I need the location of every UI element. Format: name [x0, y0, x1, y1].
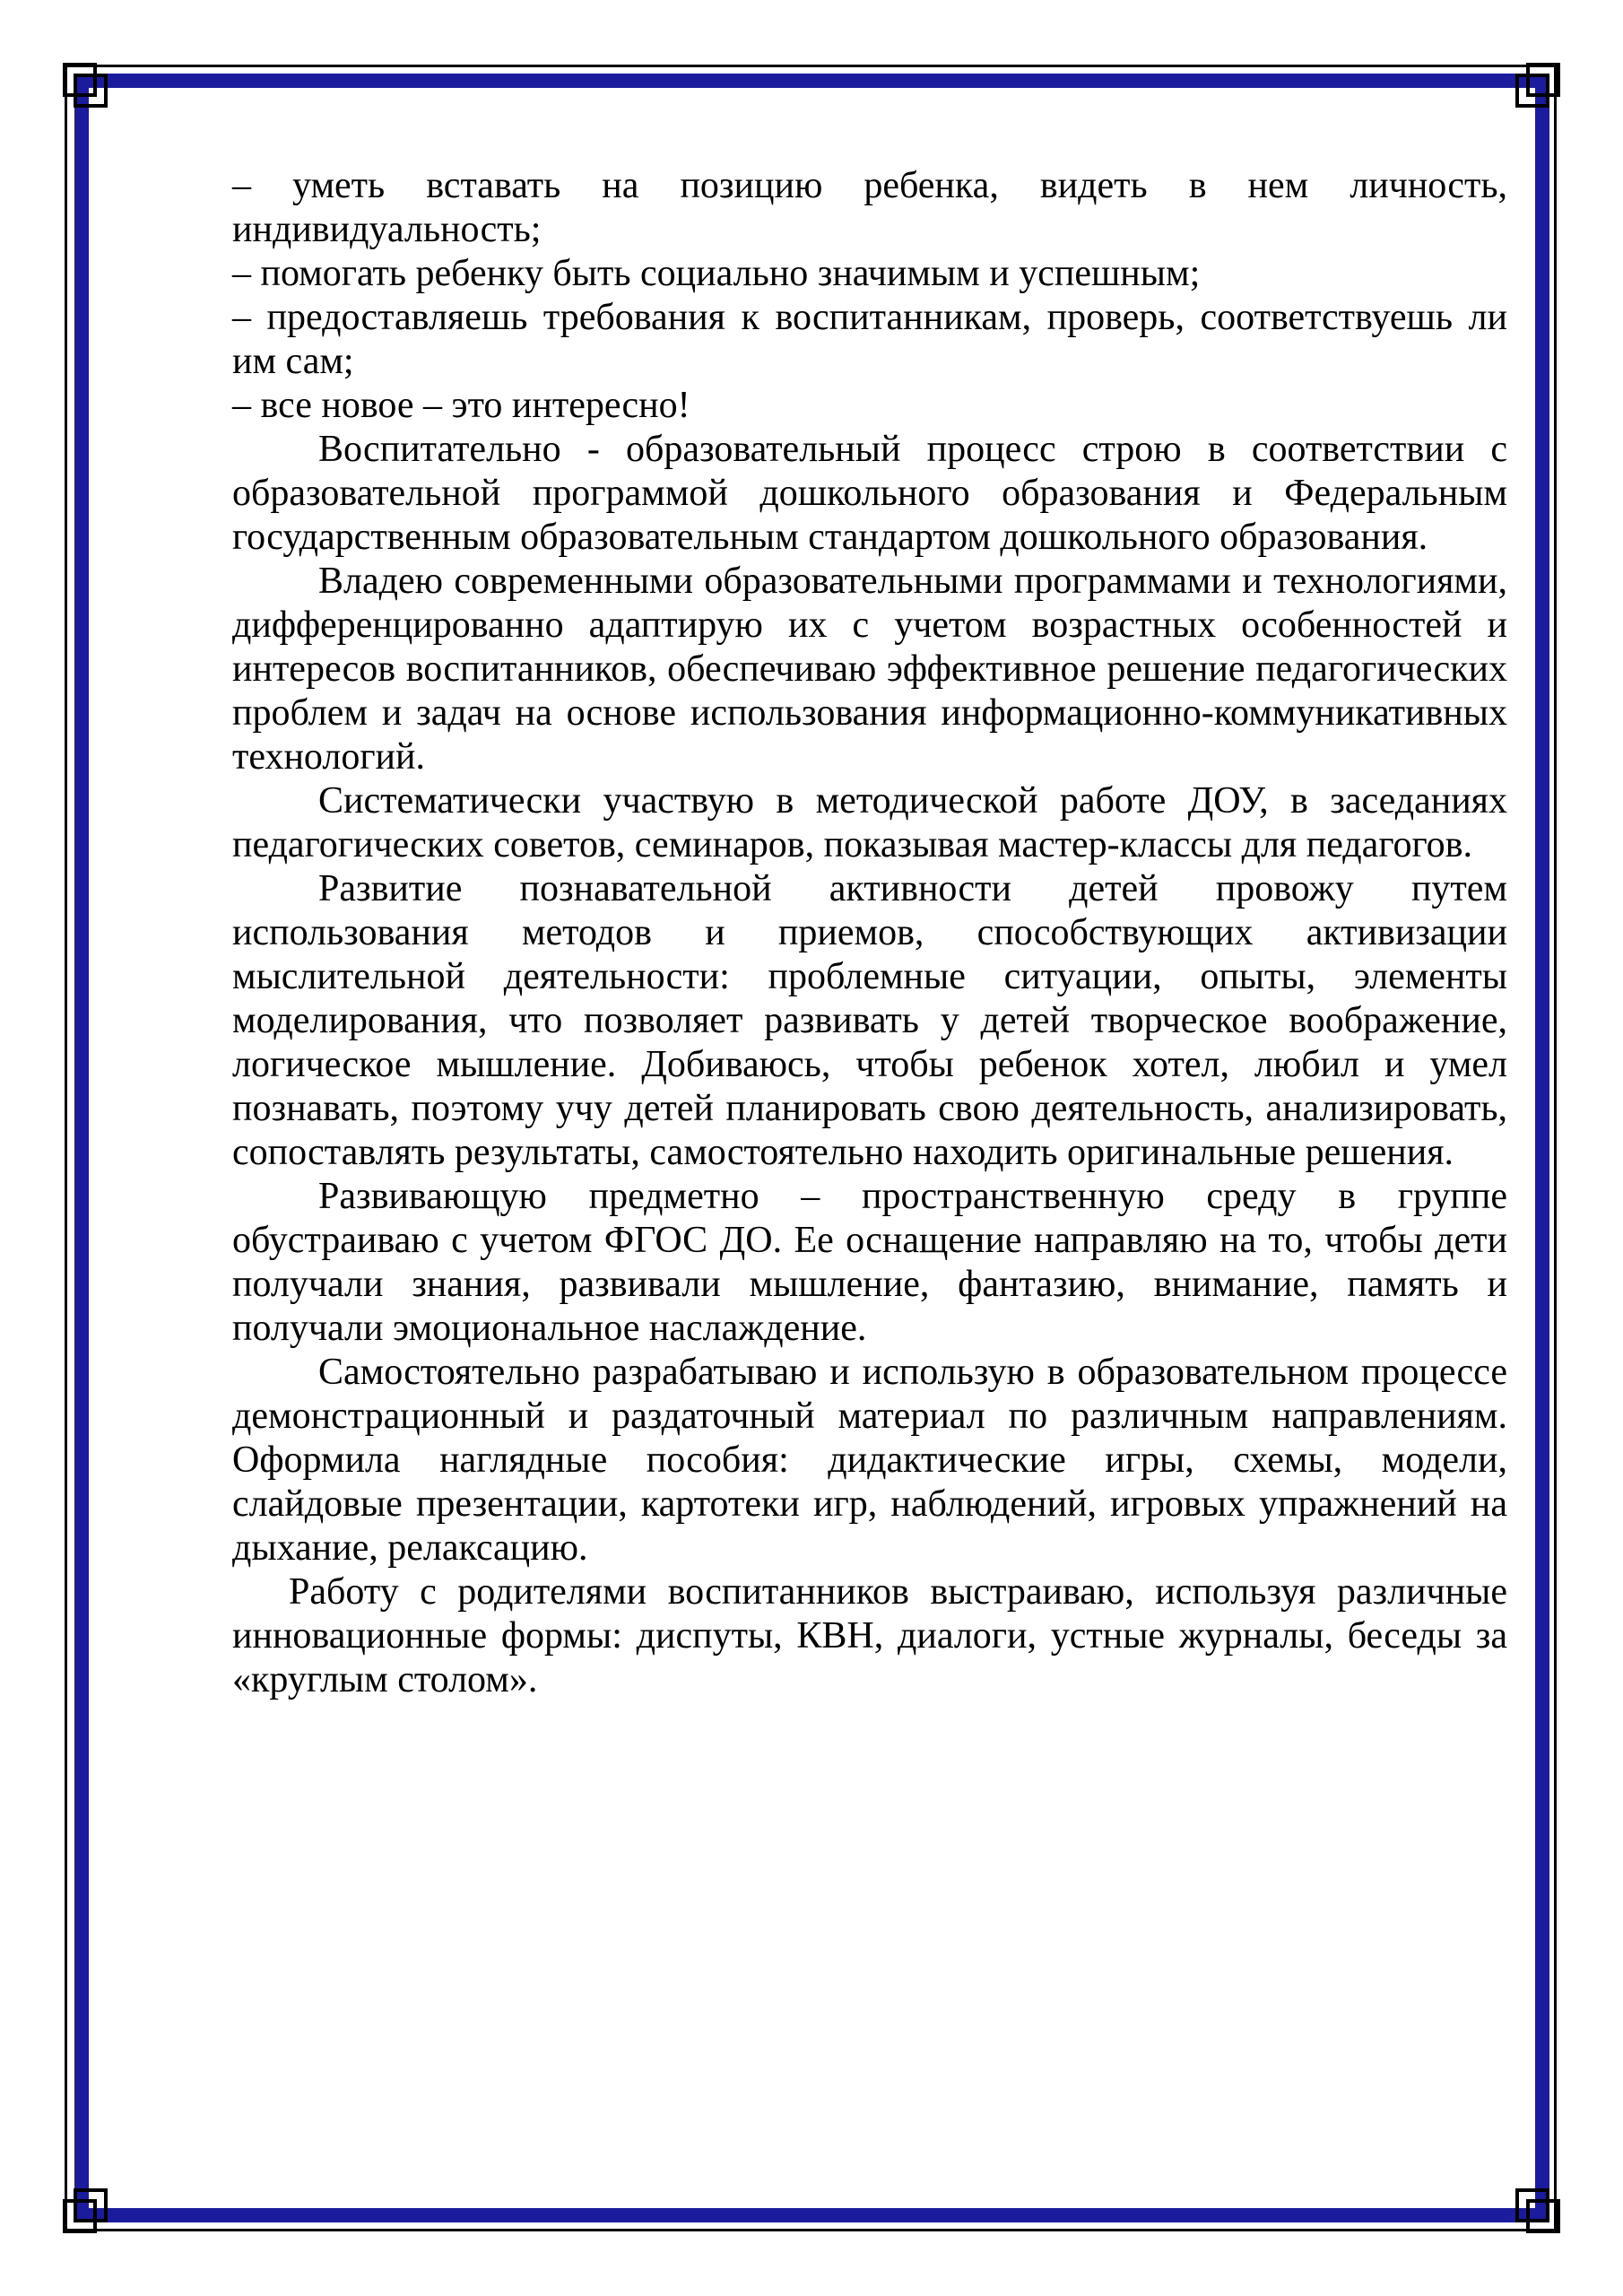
paragraph: Самостоятельно разрабатываю и использую в образовательном процессе демонстрационный и раздаточный материал по различным направлениям. Оформила наглядные пособия: дидактические игры, схемы, модели, слайдовые презентации, картотеки игр, наблюдений, игровых упражнений на дыхание, релаксацию.: [232, 1352, 1507, 1569]
corner-ornament-square: [63, 2199, 97, 2233]
corner-ornament-square: [1526, 63, 1560, 97]
corner-ornament-square: [1515, 2188, 1549, 2222]
paragraph: Владею современными образовательными программами и технологиями, дифференцированно адаптирую их с учетом возрастных особенностей и интересов воспитанников, обеспечиваю эффективное решение педагогических проблем и задач на основе использования информационно-коммуникативных технологий.: [232, 561, 1507, 778]
paragraph: Работу с родителями воспитанников выстраиваю, используя различные инновационные формы: диспуты, КВН, диалоги, устные журналы, беседы за «круглым столом».: [232, 1571, 1507, 1700]
corner-ornament-square: [74, 2188, 108, 2222]
paragraph: Воспитательно - образовательный процесс строю в соответствии с образовательной программой дошкольного образования и Федеральным государственным образовательным стандартом дошкольного образования.: [232, 429, 1507, 558]
corner-ornament-square: [1526, 2199, 1560, 2233]
paragraph: – помогать ребенку быть социально значимым и успешным;: [232, 253, 1201, 294]
paragraph: – все новое – это интересно!: [232, 385, 690, 426]
corner-ornament-square: [74, 74, 108, 108]
paragraph: – предоставляешь требования к воспитанникам, проверь, соответствуешь ли им сам;: [232, 297, 1507, 382]
paragraph: Развитие познавательной активности детей провожу путем использования методов и приемов, способствующих активизации мыслительной деятельности: проблемные ситуации, опыты, элементы моделирования, что позволяет развивать у детей творческое воображение, логическое мышление. Добиваюсь, чтобы ребенок хотел, любил и умел познавать, поэтому учу детей планировать свою деятельность, анализировать, сопоставлять результаты, самостоятельно находить оригинальные решения.: [232, 868, 1507, 1173]
corner-ornament-square: [1515, 74, 1549, 108]
paragraph: Систематически участвую в методической работе ДОУ, в заседаниях педагогических советов, семинаров, показывая мастер-классы для педагогов.: [232, 780, 1507, 865]
paragraph: Развивающую предметно – пространственную среду в группе обустраиваю с учетом ФГОС ДО. Ее оснащение направляю на то, чтобы дети получали знания, развивали мышление, фантазию, внимание, память и получали эмоциональное наслаждение.: [232, 1176, 1507, 1349]
corner-ornament-square: [63, 63, 97, 97]
document-text: [232, 164, 1507, 1702]
paragraph: – уметь вставать на позицию ребенка, видеть в нем личность, индивидуальность;: [232, 165, 1507, 250]
